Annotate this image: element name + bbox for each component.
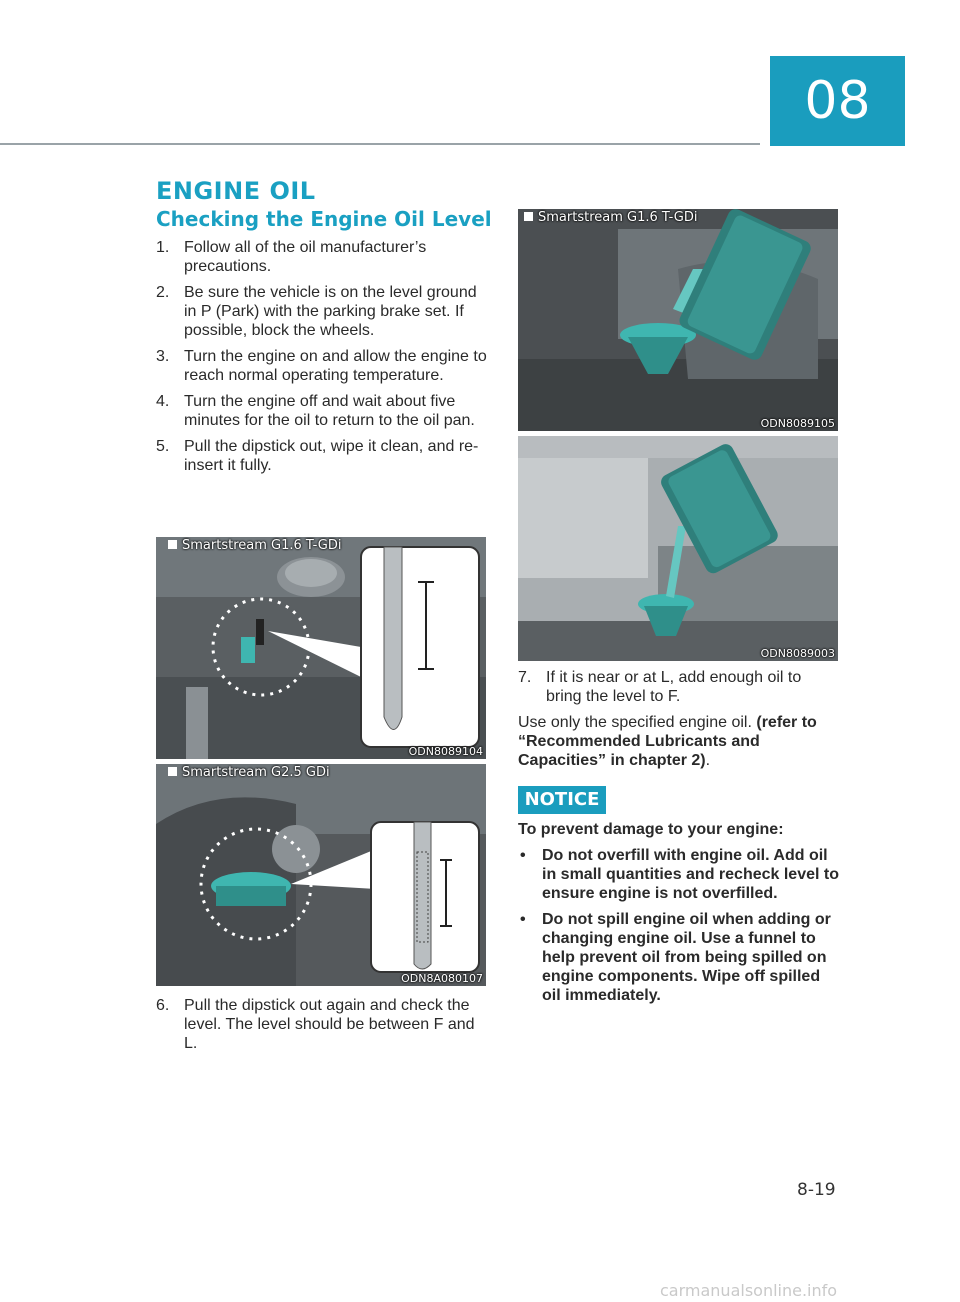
list-item: 1. Follow all of the oil manufacturer’s precautions. — [156, 239, 427, 275]
list-item: • Do not overfill with engine oil. Add oil in small quantities and recheck level to ensure engine is not overfilled. — [520, 847, 839, 902]
list-item: 6. Pull the dipstick out again and check the level. The level should be between F and L. — [156, 997, 475, 1052]
figure-code: ODN8089104 — [408, 745, 483, 758]
list-item: 3. Turn the engine on and allow the engine to reach normal operating temperature. — [156, 348, 487, 384]
header-rule — [0, 143, 760, 145]
watermark: carmanualsonline.info — [660, 1281, 838, 1300]
chapter-tab: 08 — [770, 56, 905, 146]
notice-intro: To prevent damage to your engine: — [518, 821, 784, 838]
use-only-paragraph: Use only the specified engine oil. (refer to “Recommended Lubricants and Capacities” in chapter 2). — [518, 714, 817, 769]
page-number: 8-19 — [797, 1180, 836, 1200]
list-item: 2. Be sure the vehicle is on the level ground in P (Park) with the parking brake set. If possible, block the wheels. — [156, 284, 477, 339]
figure-dipstick-g25 — [156, 764, 486, 986]
section-title: ENGINE OIL — [156, 177, 316, 205]
figure-code: ODN8089003 — [760, 647, 835, 660]
notice-badge: NOTICE — [518, 786, 606, 814]
figure-pour-g25 — [518, 436, 838, 661]
figure-label: Smartstream G2.5 GDi — [168, 765, 330, 780]
step-6 — [156, 996, 489, 1060]
list-item: 4. Turn the engine off and wait about five minutes for the oil to return to the oil pan. — [156, 393, 475, 429]
figure-dipstick-g16 — [156, 537, 486, 759]
figure-label: Smartstream G1.6 T-GDi — [524, 210, 698, 225]
list-item: • Do not spill engine oil when adding or changing engine oil. Use a funnel to help prevent oil from being spilled on engine components. Wipe off spilled oil immediately. — [520, 911, 831, 1004]
notice-body — [518, 820, 843, 1005]
step-7-block — [518, 668, 841, 770]
oil-pour-illustration — [518, 436, 838, 661]
figure-pour-g16 — [518, 209, 838, 431]
engine-dipstick-illustration — [156, 764, 486, 986]
figure-code: ODN8089105 — [760, 417, 835, 430]
steps-list — [156, 238, 489, 482]
figure-label: Smartstream G1.6 T-GDi — [168, 538, 342, 553]
list-item: 5. Pull the dipstick out, wipe it clean, and re-insert it fully. — [156, 438, 479, 474]
list-item: 7. If it is near or at L, add enough oil to bring the level to F. — [518, 669, 802, 705]
engine-dipstick-illustration — [156, 537, 486, 759]
subsection-title: Checking the Engine Oil Level — [156, 207, 492, 231]
oil-pour-illustration — [518, 209, 838, 431]
figure-code: ODN8A080107 — [401, 972, 483, 985]
